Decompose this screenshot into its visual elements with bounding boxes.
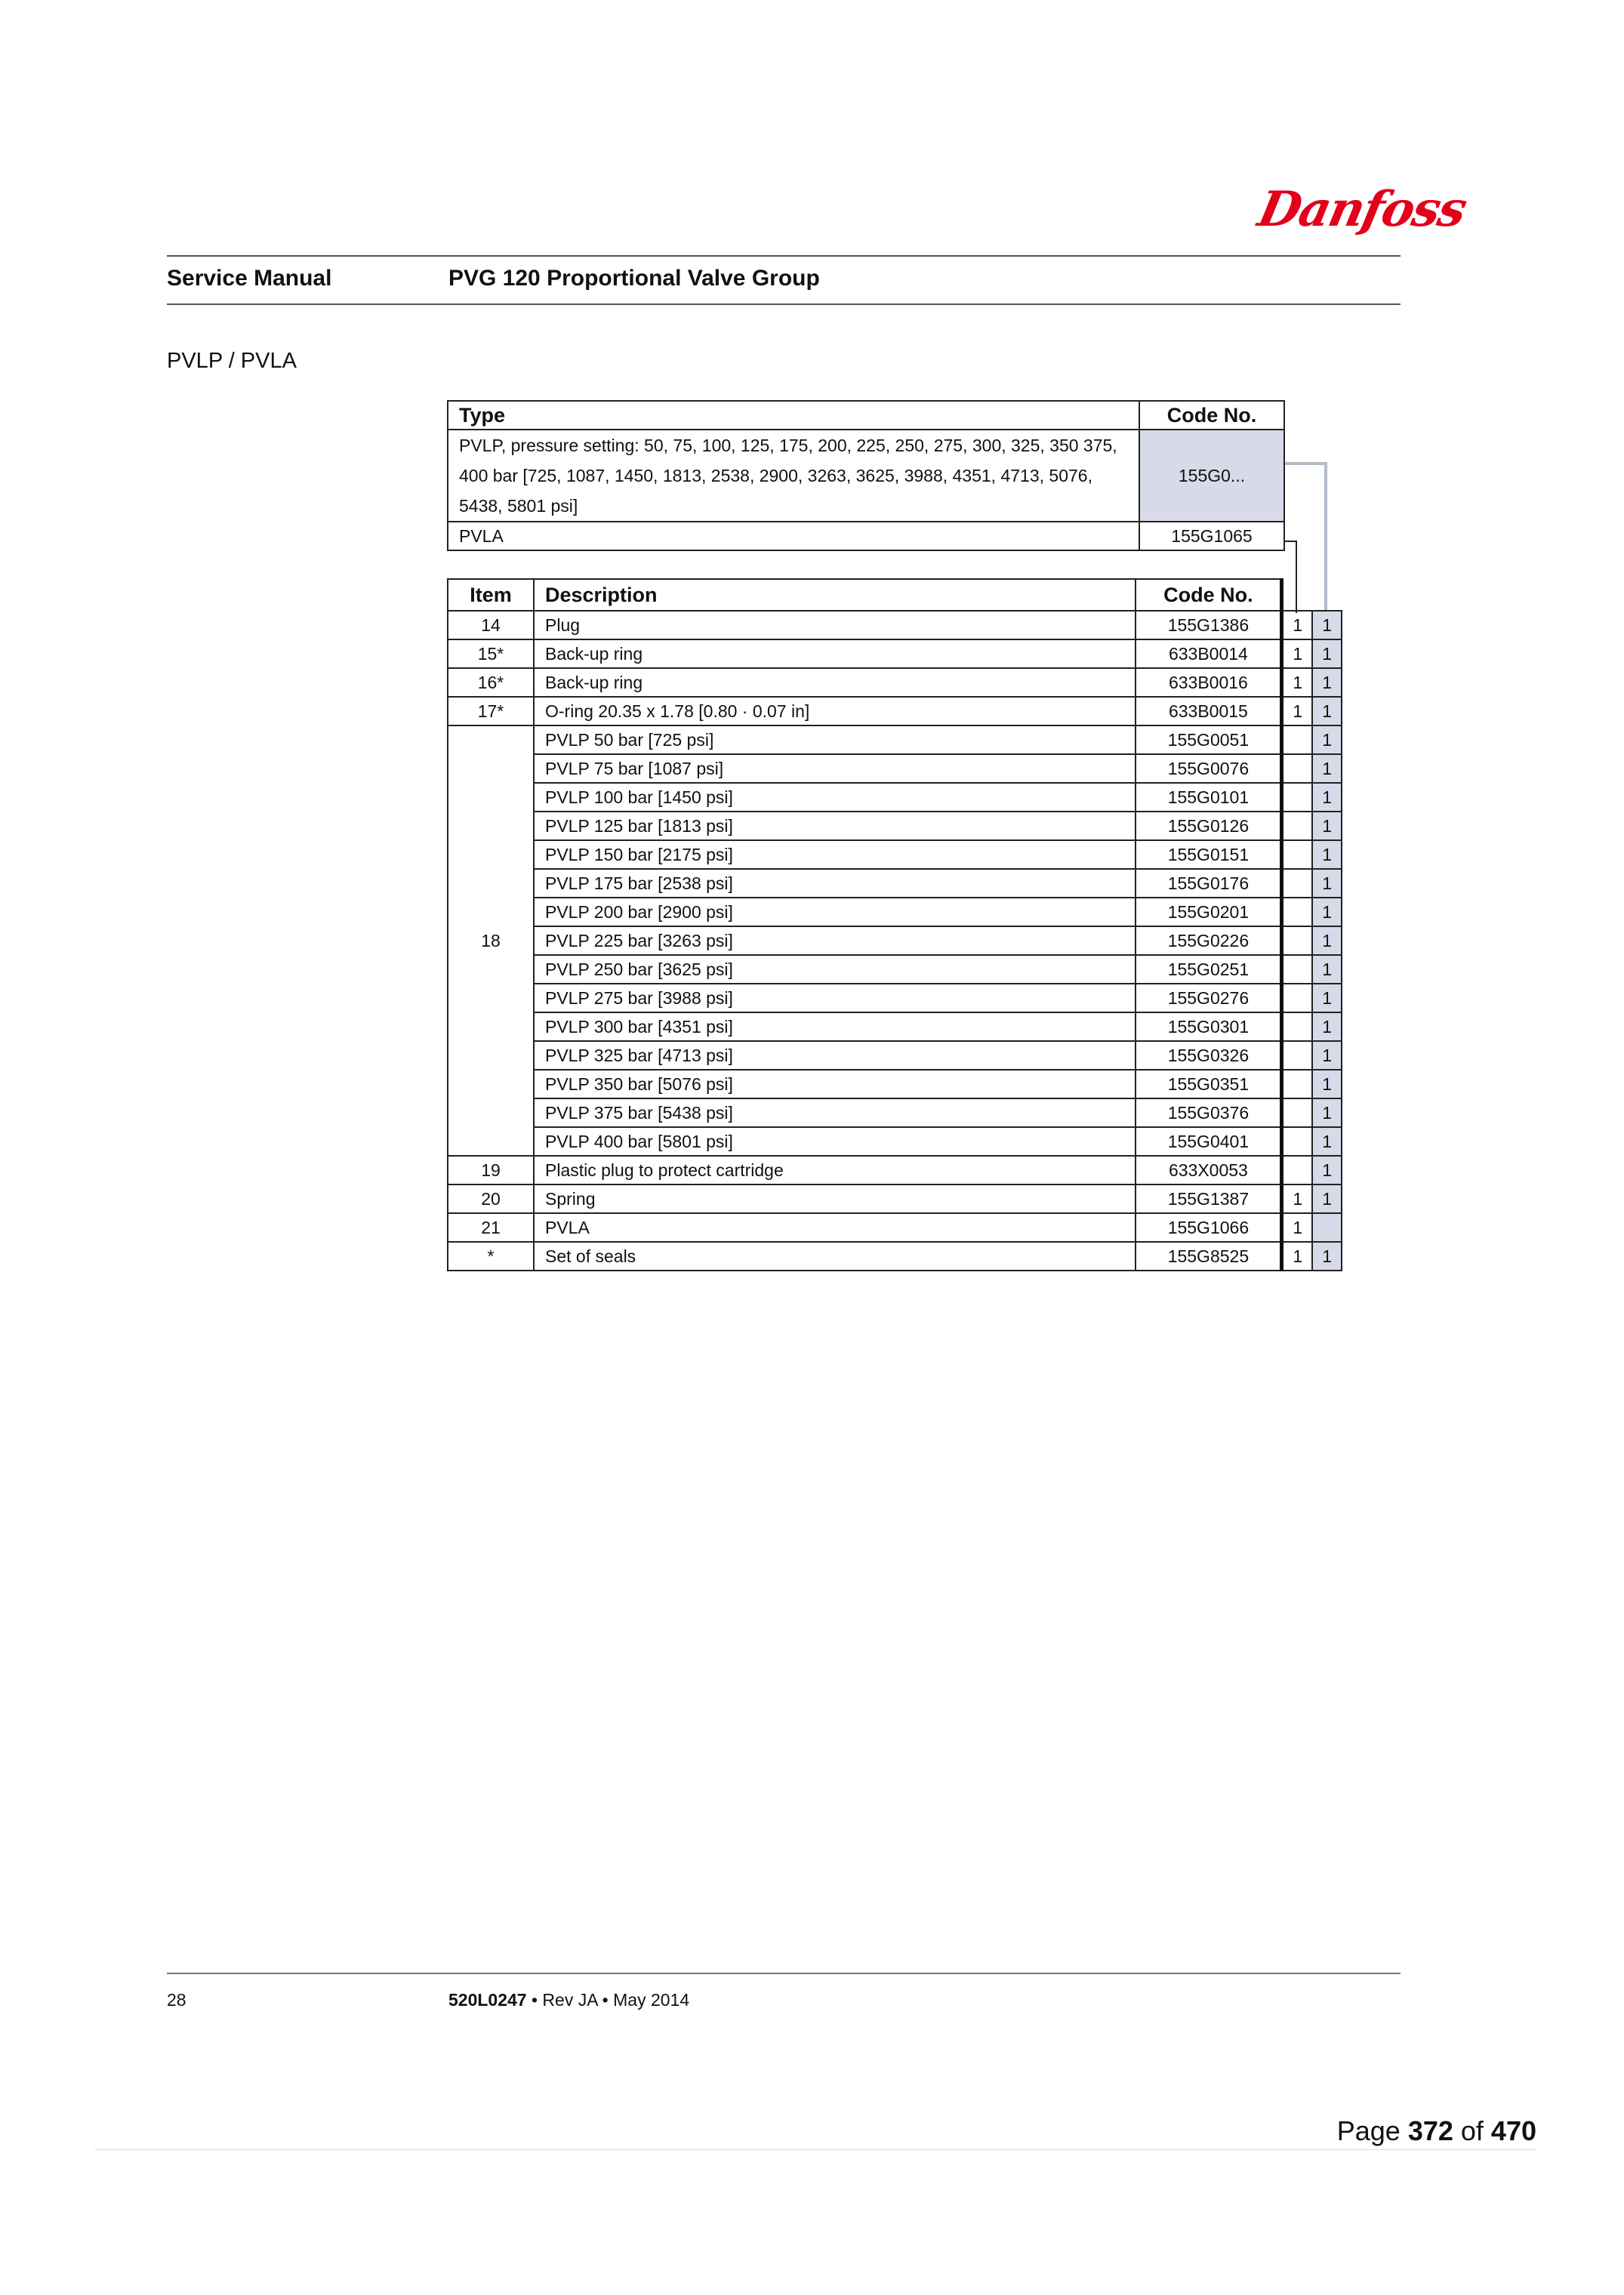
item-code: 155G0126 xyxy=(1136,812,1282,840)
item-code: 155G0051 xyxy=(1136,725,1282,754)
item-code: 633B0016 xyxy=(1136,668,1282,697)
table-row xyxy=(448,840,1342,869)
qty-pvlp: 1 xyxy=(1312,869,1342,898)
type-table xyxy=(447,400,1285,551)
qty-pvlp: 1 xyxy=(1312,639,1342,668)
qty-pvlp xyxy=(1312,1213,1342,1242)
qty-pvla: 1 xyxy=(1282,668,1312,697)
qty-pvla: 1 xyxy=(1282,611,1312,639)
item-code: 633B0014 xyxy=(1136,639,1282,668)
table-row xyxy=(448,611,1342,639)
qty-pvlp: 1 xyxy=(1312,1184,1342,1213)
item-description: PVLP 100 bar [1450 psi] xyxy=(534,783,1136,812)
item-description: PVLP 200 bar [2900 psi] xyxy=(534,898,1136,926)
item-description: Set of seals xyxy=(534,1242,1136,1271)
page-of: of xyxy=(1453,2115,1491,2146)
item-code: 155G0076 xyxy=(1136,754,1282,783)
table-row xyxy=(448,725,1342,754)
table-row xyxy=(448,926,1342,955)
header-top-rule xyxy=(167,255,1401,257)
qty-pvlp: 1 xyxy=(1312,754,1342,783)
item-code: 155G0176 xyxy=(1136,869,1282,898)
footer-doc-info xyxy=(448,1990,689,2010)
table-row xyxy=(448,754,1342,783)
item-code: 155G0351 xyxy=(1136,1070,1282,1098)
qty-pvla: 1 xyxy=(1282,1213,1312,1242)
table-row xyxy=(448,1127,1342,1156)
qty-pvla xyxy=(1282,955,1312,984)
qty-pvlp: 1 xyxy=(1312,725,1342,754)
type-header: Type xyxy=(448,401,1139,430)
item-header: Item xyxy=(448,579,534,611)
item-description: PVLP 125 bar [1813 psi] xyxy=(534,812,1136,840)
item-description: Plastic plug to protect cartridge xyxy=(534,1156,1136,1184)
item-code: 155G0276 xyxy=(1136,984,1282,1012)
table-row xyxy=(448,697,1342,725)
items-table xyxy=(447,578,1342,1271)
table-row xyxy=(448,812,1342,840)
item-description: PVLP 175 bar [2538 psi] xyxy=(534,869,1136,898)
header-bottom-rule xyxy=(167,303,1401,305)
item-description: PVLP 225 bar [3263 psi] xyxy=(534,926,1136,955)
qty-pvla: 1 xyxy=(1282,639,1312,668)
header-service-manual: Service Manual xyxy=(167,266,332,291)
item-code: 155G0101 xyxy=(1136,783,1282,812)
qty-pvla xyxy=(1282,783,1312,812)
table-row xyxy=(448,1041,1342,1070)
item-number: 14 xyxy=(448,611,534,639)
qty-pvla xyxy=(1282,1041,1312,1070)
qty-pvlp: 1 xyxy=(1312,697,1342,725)
description-header: Description xyxy=(534,579,1136,611)
table-row xyxy=(448,1098,1342,1127)
code-pvla: 155G1065 xyxy=(1139,522,1284,550)
table-row xyxy=(448,1012,1342,1041)
item-number: 19 xyxy=(448,1156,534,1184)
qty-pvlp: 1 xyxy=(1312,926,1342,955)
page-indicator xyxy=(1337,2115,1536,2147)
item-description: PVLP 400 bar [5801 psi] xyxy=(534,1127,1136,1156)
qty-pvlp: 1 xyxy=(1312,668,1342,697)
item-description: PVLP 75 bar [1087 psi] xyxy=(534,754,1136,783)
viewer-divider xyxy=(94,2149,1536,2150)
item-description: PVLP 50 bar [725 psi] xyxy=(534,725,1136,754)
table-row xyxy=(448,869,1342,898)
item-code: 155G0226 xyxy=(1136,926,1282,955)
table-row xyxy=(448,984,1342,1012)
qty-pvla xyxy=(1282,725,1312,754)
page-prefix: Page xyxy=(1336,2115,1408,2146)
qty-pvlp: 1 xyxy=(1312,1156,1342,1184)
item-description: Plug xyxy=(534,611,1136,639)
item-code: 155G8525 xyxy=(1136,1242,1282,1271)
item-description: PVLP 250 bar [3625 psi] xyxy=(534,955,1136,984)
item-code: 155G1387 xyxy=(1136,1184,1282,1213)
table-row xyxy=(448,1156,1342,1184)
footer-rule xyxy=(167,1973,1401,1974)
item-number: 20 xyxy=(448,1184,534,1213)
item-number: 18 xyxy=(448,725,534,1156)
table-row xyxy=(448,1242,1342,1271)
qty-pvlp: 1 xyxy=(1312,1041,1342,1070)
code-header: Code No. xyxy=(1136,579,1282,611)
table-row xyxy=(448,668,1342,697)
item-number: 21 xyxy=(448,1213,534,1242)
qty-pvlp: 1 xyxy=(1312,1127,1342,1156)
item-description: Spring xyxy=(534,1184,1136,1213)
item-code: 155G0201 xyxy=(1136,898,1282,926)
current-page: 372 xyxy=(1407,2115,1453,2146)
type-pvlp: PVLP, pressure setting: 50, 75, 100, 125, 175, 200, 225, 250, 275, 300, 325, 350 375, 400 bar [725, 1087, 1450, 1813, 2538, 2900, 3263, 3625, 3988, 4351, 4713, 5076, 5438, 5801 psi] xyxy=(448,430,1139,522)
item-number: 17* xyxy=(448,697,534,725)
item-code: 155G0376 xyxy=(1136,1098,1282,1127)
item-code: 633B0015 xyxy=(1136,697,1282,725)
table-row xyxy=(448,1184,1342,1213)
footer-rev: • Rev JA • May 2014 xyxy=(526,1990,690,2010)
item-description: PVLP 275 bar [3988 psi] xyxy=(534,984,1136,1012)
header-title: PVG 120 Proportional Valve Group xyxy=(448,266,820,291)
qty-pvla xyxy=(1282,926,1312,955)
item-number: * xyxy=(448,1242,534,1271)
type-pvla: PVLA xyxy=(448,522,1139,550)
qty-pvlp: 1 xyxy=(1312,783,1342,812)
qty-pvlp: 1 xyxy=(1312,984,1342,1012)
item-code: 155G0151 xyxy=(1136,840,1282,869)
item-description: O-ring 20.35 x 1.78 [0.80 · 0.07 in] xyxy=(534,697,1136,725)
qty-pvlp: 1 xyxy=(1312,898,1342,926)
qty-pvlp: 1 xyxy=(1312,955,1342,984)
total-pages: 470 xyxy=(1490,2115,1536,2146)
item-description: PVLP 150 bar [2175 psi] xyxy=(534,840,1136,869)
qty-pvla xyxy=(1282,1156,1312,1184)
item-code: 155G0326 xyxy=(1136,1041,1282,1070)
qty-pvla xyxy=(1282,1127,1312,1156)
item-number: 15* xyxy=(448,639,534,668)
qty-pvlp: 1 xyxy=(1312,1242,1342,1271)
table-row xyxy=(448,1213,1342,1242)
connector-pvlp-h xyxy=(1285,462,1327,465)
qty-pvla xyxy=(1282,898,1312,926)
qty-pvla xyxy=(1282,1012,1312,1041)
qty-pvlp: 1 xyxy=(1312,1098,1342,1127)
item-code: 155G1066 xyxy=(1136,1213,1282,1242)
item-code: 633X0053 xyxy=(1136,1156,1282,1184)
item-description: PVLA xyxy=(534,1213,1136,1242)
item-code: 155G1386 xyxy=(1136,611,1282,639)
item-description: PVLP 375 bar [5438 psi] xyxy=(534,1098,1136,1127)
item-description: Back-up ring xyxy=(534,639,1136,668)
danfoss-logo: Danfoss xyxy=(1253,181,1471,238)
code-header: Code No. xyxy=(1139,401,1284,430)
item-description: PVLP 300 bar [4351 psi] xyxy=(534,1012,1136,1041)
item-description: Back-up ring xyxy=(534,668,1136,697)
qty-pvla: 1 xyxy=(1282,1184,1312,1213)
section-title: PVLP / PVLA xyxy=(167,349,297,373)
qty-pvla: 1 xyxy=(1282,697,1312,725)
qty-pvla xyxy=(1282,754,1312,783)
item-description: PVLP 350 bar [5076 psi] xyxy=(534,1070,1136,1098)
item-code: 155G0251 xyxy=(1136,955,1282,984)
qty-pvlp: 1 xyxy=(1312,1070,1342,1098)
qty-pvlp: 1 xyxy=(1312,611,1342,639)
table-row xyxy=(448,1070,1342,1098)
table-row xyxy=(448,783,1342,812)
item-number: 16* xyxy=(448,668,534,697)
qty-pvla xyxy=(1282,1098,1312,1127)
code-pvlp: 155G0... xyxy=(1139,430,1284,522)
item-code: 155G0401 xyxy=(1136,1127,1282,1156)
qty-pvla xyxy=(1282,1070,1312,1098)
item-description: PVLP 325 bar [4713 psi] xyxy=(534,1041,1136,1070)
table-row xyxy=(448,955,1342,984)
table-row xyxy=(448,639,1342,668)
qty-pvla xyxy=(1282,869,1312,898)
qty-pvlp: 1 xyxy=(1312,1012,1342,1041)
qty-pvlp: 1 xyxy=(1312,812,1342,840)
qty-header-blank xyxy=(1282,579,1342,611)
qty-pvla: 1 xyxy=(1282,1242,1312,1271)
footer-doc-number: 520L0247 xyxy=(448,1990,527,2010)
qty-pvla xyxy=(1282,840,1312,869)
qty-pvla xyxy=(1282,812,1312,840)
table-row xyxy=(448,898,1342,926)
item-code: 155G0301 xyxy=(1136,1012,1282,1041)
footer-page-number: 28 xyxy=(167,1990,186,2010)
qty-pvla xyxy=(1282,984,1312,1012)
qty-pvlp: 1 xyxy=(1312,840,1342,869)
